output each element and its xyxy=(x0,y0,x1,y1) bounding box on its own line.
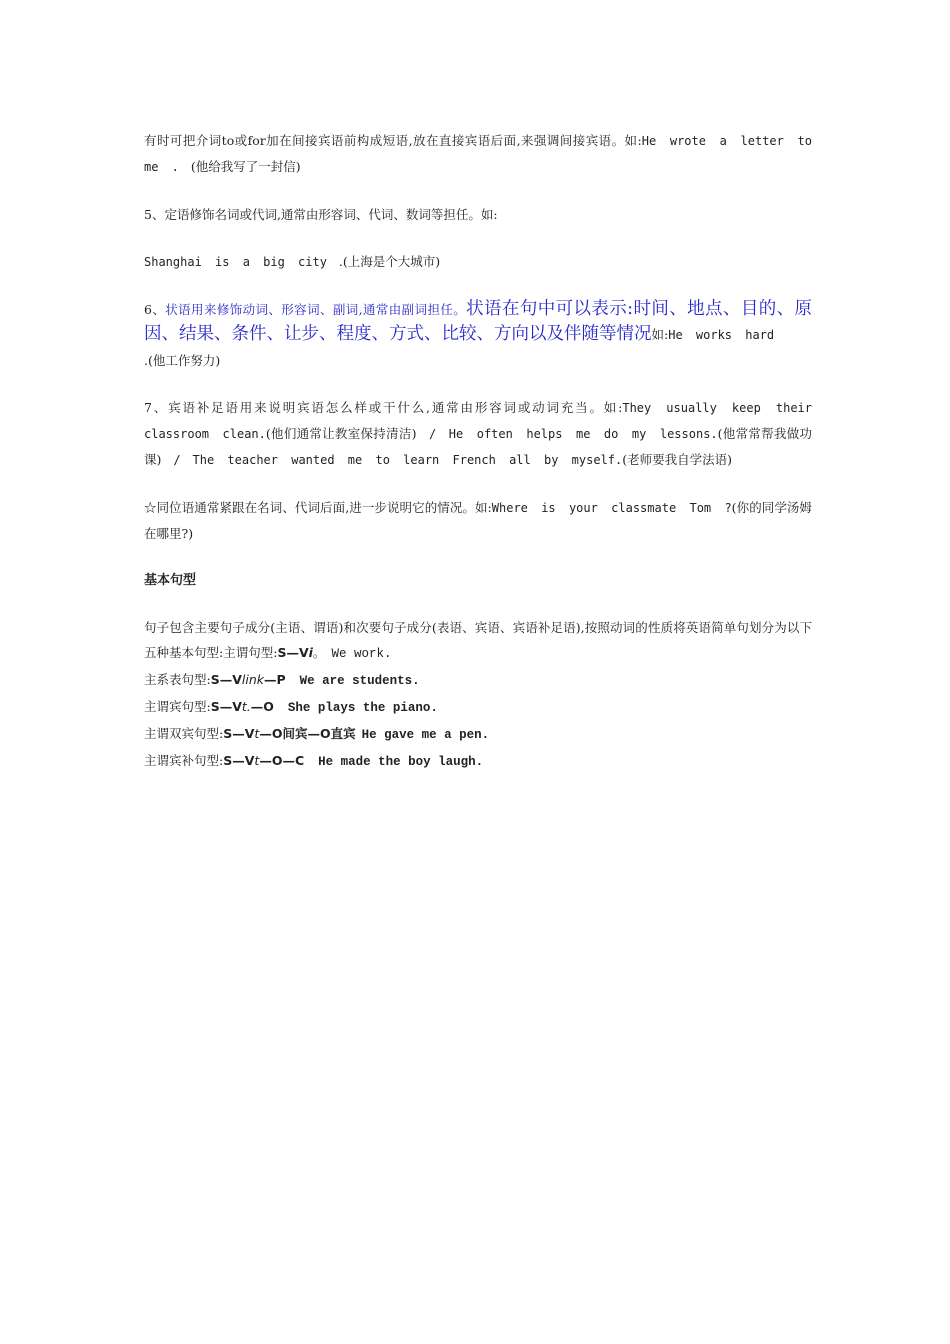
pattern-5-verb: t xyxy=(254,753,260,768)
pattern-4-line xyxy=(144,721,812,748)
english-example: He wrote a letter to me . xyxy=(144,134,812,174)
pattern-3-line xyxy=(144,694,812,721)
document-page xyxy=(144,128,812,775)
pattern-5-label: 主谓宾补句型: xyxy=(144,753,224,768)
pattern-1-verb: i xyxy=(308,645,313,660)
intro-text: 句子包含主要句子成分(主语、谓语)和次要句子成分(表语、宾语、宾语补足语),按照动词的性质将英语简单句划分为以下五种基本句型: xyxy=(144,620,812,660)
pattern-1-example: We work. xyxy=(331,647,392,661)
pattern-2-verb: link xyxy=(241,672,265,687)
example-translation-1: (他们通常让教室保持清洁) xyxy=(265,426,417,441)
paragraph-text: 有时可把介词to或for加在间接宾语前构成短语,放在直接宾语后面,来强调间接宾语。如: xyxy=(144,133,642,148)
paragraph-adverbial xyxy=(144,297,812,373)
example-translation-2: (他常常帮我做功课) xyxy=(144,426,812,467)
pattern-4-tail: —O间宾—O直宾 xyxy=(259,726,356,741)
paragraph-appositive xyxy=(144,495,812,546)
pattern-2-tail: —P xyxy=(264,672,286,687)
pattern-2-line xyxy=(144,667,812,694)
pattern-4-label: 主谓双宾句型: xyxy=(144,726,224,741)
english-example-1: They usually keep their classroom clean. xyxy=(144,401,812,441)
pattern-5-tail: —O—C xyxy=(259,753,305,768)
english-example-2: He often helps me do my lessons. xyxy=(448,427,718,441)
pattern-3-label: 主谓宾句型: xyxy=(144,699,211,714)
pattern-5-formula: S—V xyxy=(223,753,255,768)
adverbial-usage: 状语在句中可以表示:时间、地点、目的、原因、结果、条件、让步、程度、方式、比较、方向以及伴随等情况 xyxy=(144,299,813,344)
example-translation: .(他工作努力) xyxy=(144,353,221,368)
pattern-4-example: He gave me a pen. xyxy=(361,728,490,742)
pattern-2-formula: S—V xyxy=(210,672,242,687)
adverbial-definition: 状语用来修饰动词、形容词、副词,通常由副词担任。 xyxy=(165,302,467,317)
pattern-1-formula: S—V xyxy=(277,645,309,660)
separator: / xyxy=(173,453,181,467)
pattern-2-example: We are students. xyxy=(299,674,420,688)
example-translation-3: (老师要我自学法语) xyxy=(622,452,732,467)
pattern-1-dot: 。 xyxy=(312,645,326,660)
paragraph-number: 6、 xyxy=(144,302,166,317)
paragraph-attribute-example xyxy=(144,249,812,275)
english-example-3: The teacher wanted me to learn French all by myself. xyxy=(192,453,623,467)
paragraph-text: ☆同位语通常紧跟在名词、代词后面,进一步说明它的情况。如: xyxy=(144,500,492,515)
pattern-4-formula: S—V xyxy=(223,726,255,741)
english-example: Where is your classmate Tom ? xyxy=(491,501,732,515)
english-example: He works hard xyxy=(668,328,775,342)
paragraph-indirect-object xyxy=(144,128,812,180)
basic-patterns-intro xyxy=(144,615,812,667)
paragraph-attribute xyxy=(144,202,812,227)
pattern-2-label: 主系表句型: xyxy=(144,672,211,687)
pattern-5-example: He made the boy laugh. xyxy=(318,755,484,769)
pattern-3-formula: S—V xyxy=(210,699,242,714)
pattern-3-verb: t. xyxy=(241,699,251,714)
paragraph-object-complement xyxy=(144,395,812,473)
section-heading: 基本句型 xyxy=(144,573,197,588)
example-translation: (他给我写了一封信) xyxy=(190,159,301,174)
pattern-1-label: 主谓句型: xyxy=(223,645,278,660)
pattern-3-tail: —O xyxy=(250,699,274,714)
pattern-5-line xyxy=(144,748,812,775)
pattern-4-verb: t xyxy=(254,726,260,741)
english-example: Shanghai is a big city xyxy=(144,255,327,269)
separator: / xyxy=(429,427,437,441)
paragraph-text: 5、定语修饰名词或代词,通常由形容词、代词、数词等担任。如: xyxy=(144,207,498,222)
paragraph-text: 7、宾语补足语用来说明宾语怎么样或干什么,通常由形容词或动词充当。如: xyxy=(144,400,623,415)
example-prefix: 如: xyxy=(651,327,669,342)
example-translation: .(上海是个大城市) xyxy=(338,254,441,269)
pattern-3-example: She plays the piano. xyxy=(287,701,438,715)
example-translation: (你的同学汤姆在哪里?) xyxy=(144,500,812,541)
